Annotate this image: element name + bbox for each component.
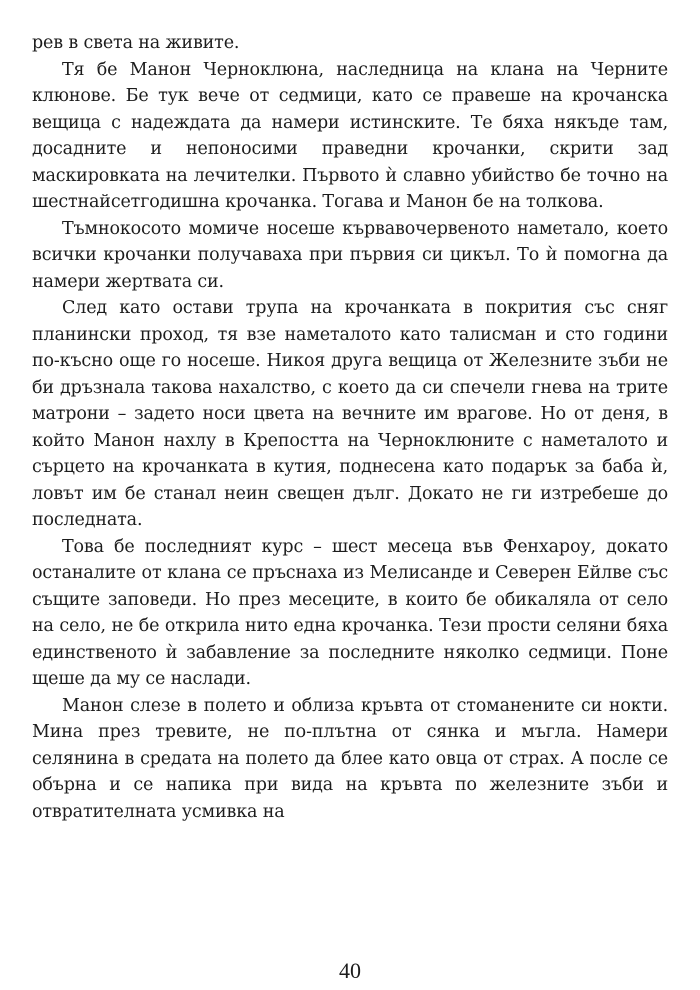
- paragraph: Тъмнокосото момиче носеше кървавочервеното наметало, което всички крочанки получаваха при първия си цикъл. То ѝ помогна да намери жертвата си.: [32, 218, 668, 292]
- body-text: [32, 30, 668, 825]
- paragraph-continuation: рев в света на живите.: [32, 33, 240, 53]
- paragraph: Манон слезе в полето и облиза кръвта от стоманените си нокти. Мина през тревите, не по-плътна от сянка и мъгла. Намери селянина в средата на полето да блее като овца от страх. А после се обърна и се напика при вида на кръвта по железните зъби и отвратителната усмивка на: [32, 695, 668, 822]
- page-number: 40: [339, 958, 361, 983]
- paragraph: Това бе последният курс – шест месеца във Фенхароу, докато останалите от клана се пръснаха из Мелисанде и Северен Ейлве със същите заповеди. Но през месеците, в които бе обикаляла от село на село, не бе открила нито една крочанка. Тези прости селяни бяха единственото ѝ забавление за последните няколко седмици. Поне щеше да му се наслади.: [32, 536, 668, 689]
- paragraph: Тя бе Манон Черноклюна, наследница на клана на Черните клюнове. Бе тук вече от седмици, като се правеше на крочанска вещица с надеждата да намери истинските. Те бяха някъде там, досадните и непоносими праведни крочанки, скрити зад маскировката на лечителки. Първото ѝ славно убийство бе точно на шестнайсетгодишна крочанка. Тогава и Манон бе на толкова.: [32, 59, 668, 212]
- paragraph: След като остави трупа на крочанката в покрития със сняг планински проход, тя взе наметалото като талисман и сто години по-късно още го носеше. Никоя друга вещица от Железните зъби не би дръзнала такова нахалство, с което да си спечели гнева на трите матрони – задето носи цвета на вечните им врагове. Но от деня, в който Манон нахлу в Крепостта на Черноклюните с наметалото и сърцето на крочанката в кутия, поднесена като подарък за баба ѝ, ловът им бе станал неин свещен дълг. Докато не ги изтребеше до последната.: [32, 298, 668, 530]
